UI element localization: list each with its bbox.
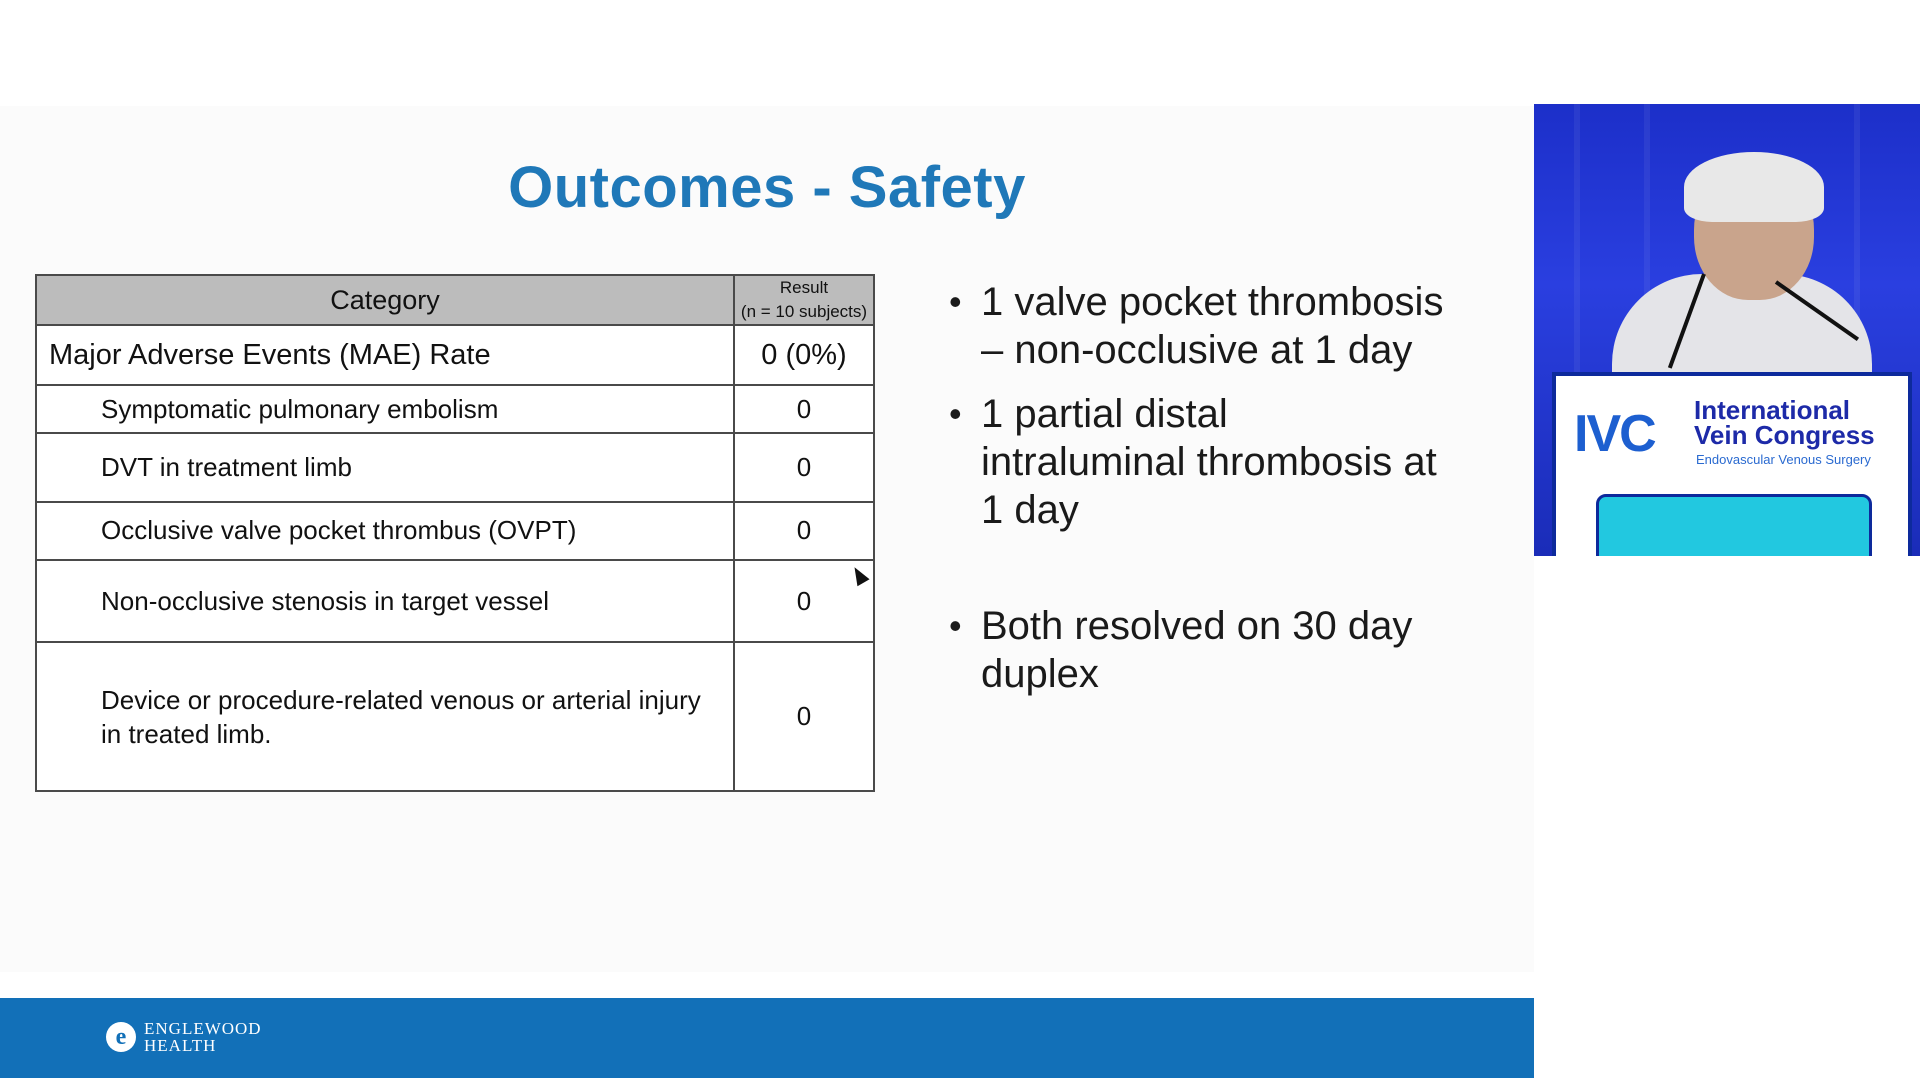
column-header-result bbox=[734, 275, 874, 325]
table-row bbox=[36, 385, 874, 433]
table-row bbox=[36, 560, 874, 642]
bullet-line: 1 day bbox=[981, 488, 1079, 532]
table-row bbox=[36, 642, 874, 791]
row-category: Non-occlusive stenosis in target vessel bbox=[36, 560, 734, 642]
table-row bbox=[36, 433, 874, 501]
speaker-video-feed bbox=[1534, 104, 1920, 556]
podium-subtitle: Endovascular Venous Surgery bbox=[1696, 452, 1871, 467]
bullet-line: • 1 valve pocket thrombosis bbox=[981, 280, 1444, 324]
row-category bbox=[36, 642, 734, 791]
table-row bbox=[36, 325, 874, 385]
column-header-category: Category bbox=[36, 275, 734, 325]
row-category: Symptomatic pulmonary embolism bbox=[36, 385, 734, 433]
row-category: Major Adverse Events (MAE) Rate bbox=[36, 325, 734, 385]
row-result: 0 bbox=[734, 642, 874, 791]
logo-wordmark bbox=[144, 1020, 262, 1054]
row-result: 0 bbox=[734, 385, 874, 433]
podium-name-line2: Vein Congress bbox=[1694, 420, 1875, 450]
result-header-line1: Result bbox=[779, 278, 829, 297]
bullet-line: • Both resolved on 30 day bbox=[981, 604, 1413, 648]
podium-screen bbox=[1596, 494, 1872, 556]
bullet-item bbox=[945, 390, 1505, 534]
speaker-hair bbox=[1684, 152, 1824, 222]
slide-title: Outcomes - Safety bbox=[508, 155, 1026, 220]
slide-footer-bar bbox=[0, 998, 1534, 1078]
row-result: 0 bbox=[734, 560, 874, 642]
podium-name-line1: International bbox=[1694, 395, 1851, 425]
table-row bbox=[36, 502, 874, 560]
row-result: 0 bbox=[734, 433, 874, 501]
logo-line1: ENGLEWOOD bbox=[144, 1019, 262, 1038]
bullet-line: • 1 partial distal bbox=[981, 392, 1228, 436]
logo-line2: HEALTH bbox=[144, 1036, 217, 1055]
presentation-slide bbox=[0, 106, 1534, 1055]
bullet-line: intraluminal thrombosis at bbox=[981, 440, 1437, 484]
bullet-item bbox=[945, 602, 1505, 698]
row-category: Occlusive valve pocket thrombus (OVPT) bbox=[36, 502, 734, 560]
podium-congress-name bbox=[1694, 395, 1875, 450]
bullet-item bbox=[945, 278, 1505, 374]
logo-e-icon: e bbox=[106, 1022, 136, 1052]
result-header-line2: (n = 10 subjects) bbox=[740, 302, 868, 321]
safety-outcomes-table bbox=[35, 274, 875, 792]
bullet-line: duplex bbox=[981, 652, 1099, 696]
podium bbox=[1552, 372, 1912, 556]
row-result: 0 (0%) bbox=[734, 325, 874, 385]
ivc-logo-mark: IVC bbox=[1574, 405, 1655, 463]
row-category: DVT in treatment limb bbox=[36, 433, 734, 501]
englewood-health-logo bbox=[106, 1020, 262, 1054]
bullet-list bbox=[945, 278, 1505, 714]
table-header-row bbox=[36, 275, 874, 325]
row-category-line1: Device or procedure-related venous or arterial injury bbox=[101, 684, 701, 715]
row-result: 0 bbox=[734, 502, 874, 560]
row-category-line2: in treated limb. bbox=[101, 718, 272, 749]
bullet-line: – non-occlusive at 1 day bbox=[981, 328, 1413, 372]
